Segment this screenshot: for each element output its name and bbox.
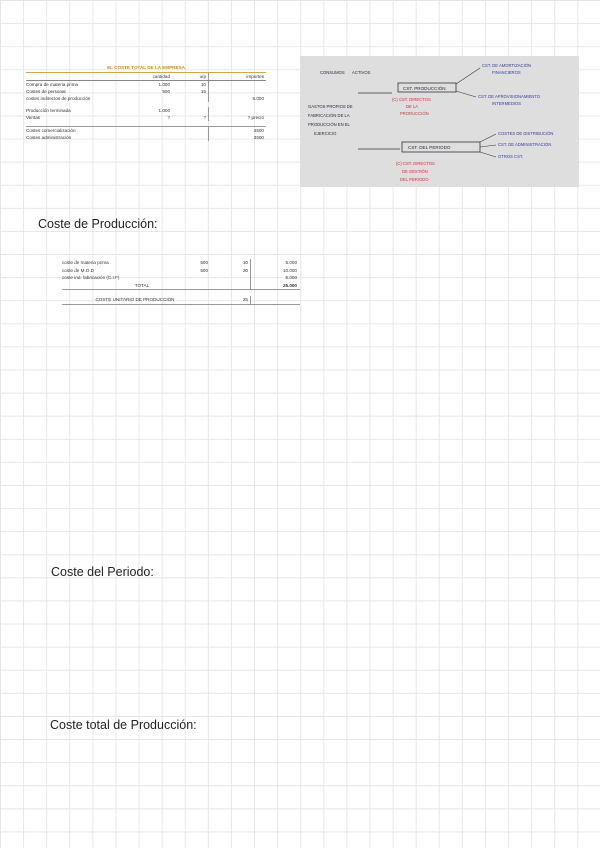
notes-right-text: FINANCIEROS [492,70,521,75]
row-qty: 1.000 [158,108,170,113]
spreadsheet-row [26,88,266,95]
col-header-unit: u/p [170,73,209,80]
row-qty: 500 [200,267,208,273]
row-value: 5.000 [285,275,297,280]
row-unit [170,127,209,134]
heading-production-cost: Coste de Producción: [38,217,158,231]
notes-left-text: ACTIVOS [352,70,371,75]
notes-right-text: CST. DE AMORTIZACIÓN [482,63,532,68]
handwritten-notes-photo [300,56,579,187]
row-unit: 10 [170,81,209,88]
col-header-qty: cantidad [152,74,170,79]
row-qty: 500 [200,260,208,265]
row-qty: 500 [162,89,170,94]
total-label: TOTAL [134,282,150,288]
notes-red-text: DEL PERIODO [400,177,429,182]
row-label: Costes comercialización [26,128,76,133]
table-unit-row [62,296,300,305]
total-value: 25.000 [282,282,297,288]
spreadsheet-header-row [26,73,266,81]
spreadsheet-row [26,95,266,102]
cost-spreadsheet [26,64,266,141]
row-amount: 4500 [253,128,264,133]
heading-period-cost: Coste del Periodo: [51,565,154,579]
notes-box-period: CST. DEL PERIODO [408,145,451,150]
notes-right-text: CST. DE ADMINISTRACIÓN [498,142,552,147]
notes-mid-text: GASTOS PROPIOS DE [308,104,353,109]
row-amount: 3500 [253,135,264,140]
row-label: Ventas [26,115,41,120]
row-label: coste de M.O.D [62,267,94,273]
row-label: Costes administración [26,135,72,140]
row-qty: ? [167,115,170,120]
notes-red-text: DE LA [406,104,419,109]
notes-box-production: CST. PRODUCCIÓN [403,86,446,91]
row-unit [170,95,209,102]
row-amount: ? precio [247,115,264,120]
row-amount [209,88,264,95]
row-qty [134,95,170,102]
row-unit: 15 [170,88,209,95]
notes-right-text: INTERMEDIOS [492,101,522,106]
notes-red-text: (C) CST. DIRECTOS [396,161,435,166]
row-qty: 1.000 [158,82,170,87]
spreadsheet-row [26,81,266,88]
row-qty [134,134,170,141]
row-price [208,274,251,282]
row-label: Costes de personal [26,89,66,94]
row-qty [182,274,208,282]
notes-mid-text: EJERCICIO [314,131,337,136]
spreadsheet-row [26,126,266,134]
row-amount: 5.000 [252,96,264,101]
row-label: coste ind. fabricación (C.I.F) [62,275,120,280]
col-header-amount: importes [246,74,264,79]
heading-total-production-cost: Coste total de Producción: [50,718,197,732]
notes-mid-text: PRODUCCIÓN EN EL [308,122,350,127]
spreadsheet-row [26,134,266,141]
row-label: costes indirectos de producción [26,96,91,101]
row-label: coste de materia prima [62,260,109,265]
notes-left-text: CONSUMOS [320,70,345,75]
spreadsheet-row [26,114,266,121]
row-label: Compra de materia prima [26,82,79,87]
row-amount [209,107,264,114]
row-label: Producción terminada [26,108,71,113]
table-row [62,259,300,267]
row-price: 20 [208,267,251,275]
row-unit [170,134,209,141]
row-value: 10.000 [282,267,297,273]
row-unit: ? [170,114,209,121]
notes-red-text: PRODUCCIÓN [400,111,429,116]
spreadsheet-title: EL COSTE TOTAL DE LA EMPRESA [26,64,266,73]
row-unit [170,107,209,114]
row-amount [209,81,264,88]
table-total-row [62,282,300,291]
production-cost-table [62,259,300,305]
spreadsheet-row [26,107,266,114]
table-row [62,274,300,282]
unit-cost-label: COSTE UNITARIO DE PRODUCCIÓN [95,297,175,302]
notes-red-text: (C) CST. DIRECTOS [392,97,431,102]
row-qty [134,127,170,134]
row-price: 10 [208,259,251,267]
notes-mid-text: FABRICACIÓN DE LA [308,113,350,118]
notes-right-text: CST. DE APROVISIONAMIENTO [478,94,541,99]
unit-cost-value: 25 [208,296,251,304]
notes-red-text: DE GESTIÓN [402,169,428,174]
table-row [62,267,300,275]
notes-right-text: COSTES DE DISTRIBUCIÓN [498,131,554,136]
row-value: 5.000 [285,260,297,265]
notes-right-text: OTROS CST. [498,154,524,159]
